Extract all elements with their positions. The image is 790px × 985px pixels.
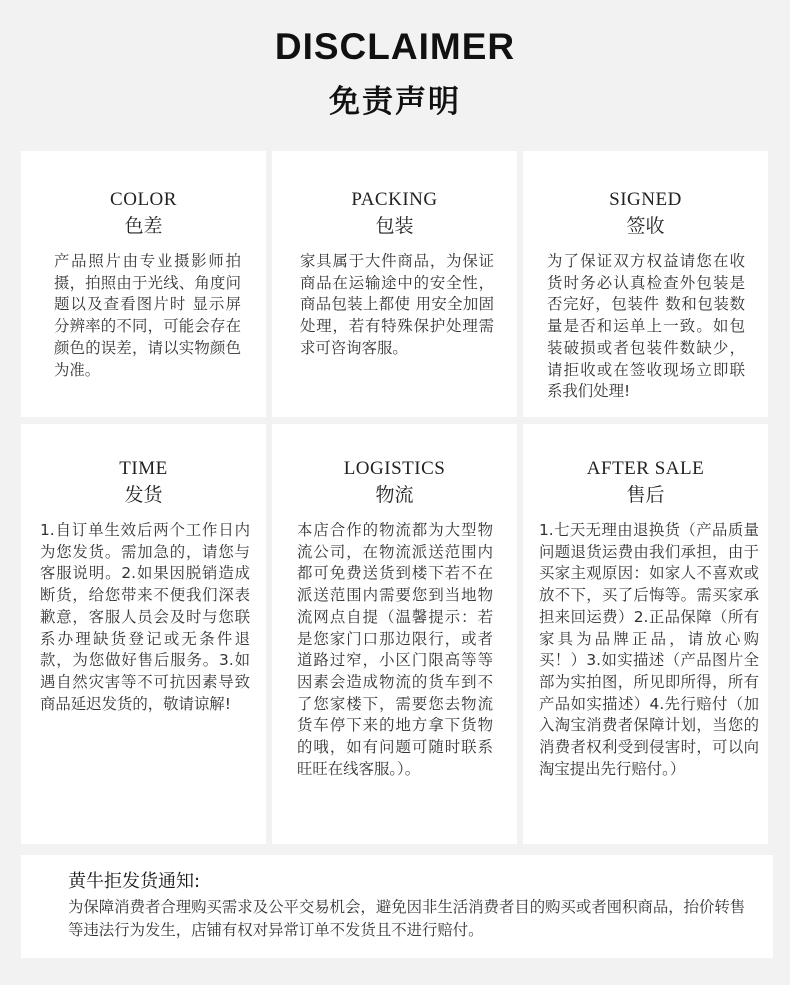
card-title-cn: 售后: [626, 484, 665, 506]
card-body: 产品照片由专业摄影师拍摄，拍照由于光线、角度问题以及查看图片时 显示屏分辨率的不同，可能会存在颜色的误差，请以实物颜色为准。: [54, 252, 241, 379]
card-title-cn: 包装: [375, 215, 414, 237]
page-title-en: DISCLAIMER: [274, 26, 516, 67]
card-title-cn: 发货: [124, 484, 163, 506]
card-time: [21, 424, 266, 844]
card-logistics: [272, 424, 517, 844]
scalper-notice: [21, 855, 773, 958]
card-title-cn: 物流: [375, 484, 414, 506]
card-title-cn: 色差: [124, 215, 163, 237]
card-title-en: SIGNED: [609, 189, 682, 210]
card-title-en: TIME: [119, 458, 168, 479]
card-title-en: COLOR: [110, 189, 177, 210]
card-body: 1.自订单生效后两个工作日内为您发货。需加急的，请您与客服说明。2.如果因脱销造成断货，给您带来不便我们深表歉意，客服人员会及时与您联系办理缺货登记或无条件退款，为您做好售后服务。3.如遇自然灾害等不可抗因素导致商品延迟发货的，敬请谅解!: [40, 521, 250, 713]
notice-body: 为保障消费者合理购买需求及公平交易机会，避免因非生活消费者目的购买或者囤积商品，抬价转售等违法行为发生，店铺有权对异常订单不发货且不进行赔付。: [68, 898, 746, 939]
card-title-cn: 签收: [626, 215, 665, 237]
card-color: [21, 151, 266, 417]
card-title-en: LOGISTICS: [343, 458, 446, 479]
notice-title: 黄牛拒发货通知:: [68, 871, 201, 892]
card-body: 本店合作的物流都为大型物流公司，在物流派送范围内都可免费送货到楼下若不在派送范围内需要您到当地物流网点自提（温馨提示：若是您家门口那边限行，或者道路过窄，小区门限高等等因素会造成物流的货车到不了您家楼下，需要您去物流货车停下来的地方拿下货物的哦，如有问题可随时联系旺旺在线客服。）。: [297, 521, 493, 778]
card-after-sale: [523, 424, 768, 844]
page-title-cn: 免责声明: [329, 84, 461, 120]
card-title-en: PACKING: [351, 189, 438, 210]
card-body: 1.七天无理由退换货（产品质量问题退货运费由我们承担，由于买家主观原因：如家人不喜欢或放不下，买了后悔等。需买家承担来回运费）2.正品保障（所有家具为品牌正品，请放心购买！）3.如实描述（产品图片全部为实拍图，所见即所得，所有产品如实描述）4.先行赔付（加入淘宝消费者保障计划，当您的消费者权利受到侵害时，可以向淘宝提出先行赔付。）: [539, 521, 759, 778]
card-title-en: AFTER SALE: [586, 458, 705, 479]
card-body: 家具属于大件商品，为保证商品在运输途中的安全性，商品包装上都使 用安全加固处理，若有特殊保护处理需求可咨询客服。: [300, 252, 494, 357]
card-packing: [272, 151, 517, 417]
card-body: 为了保证双方权益请您在收货时务必认真检查外包装是否完好，包装件 数和包装数量是否和运单上一致。如包装破损或者包装件数缺少，请拒收或在签收现场立即联系我们处理!: [547, 252, 745, 401]
card-signed: [523, 151, 768, 417]
